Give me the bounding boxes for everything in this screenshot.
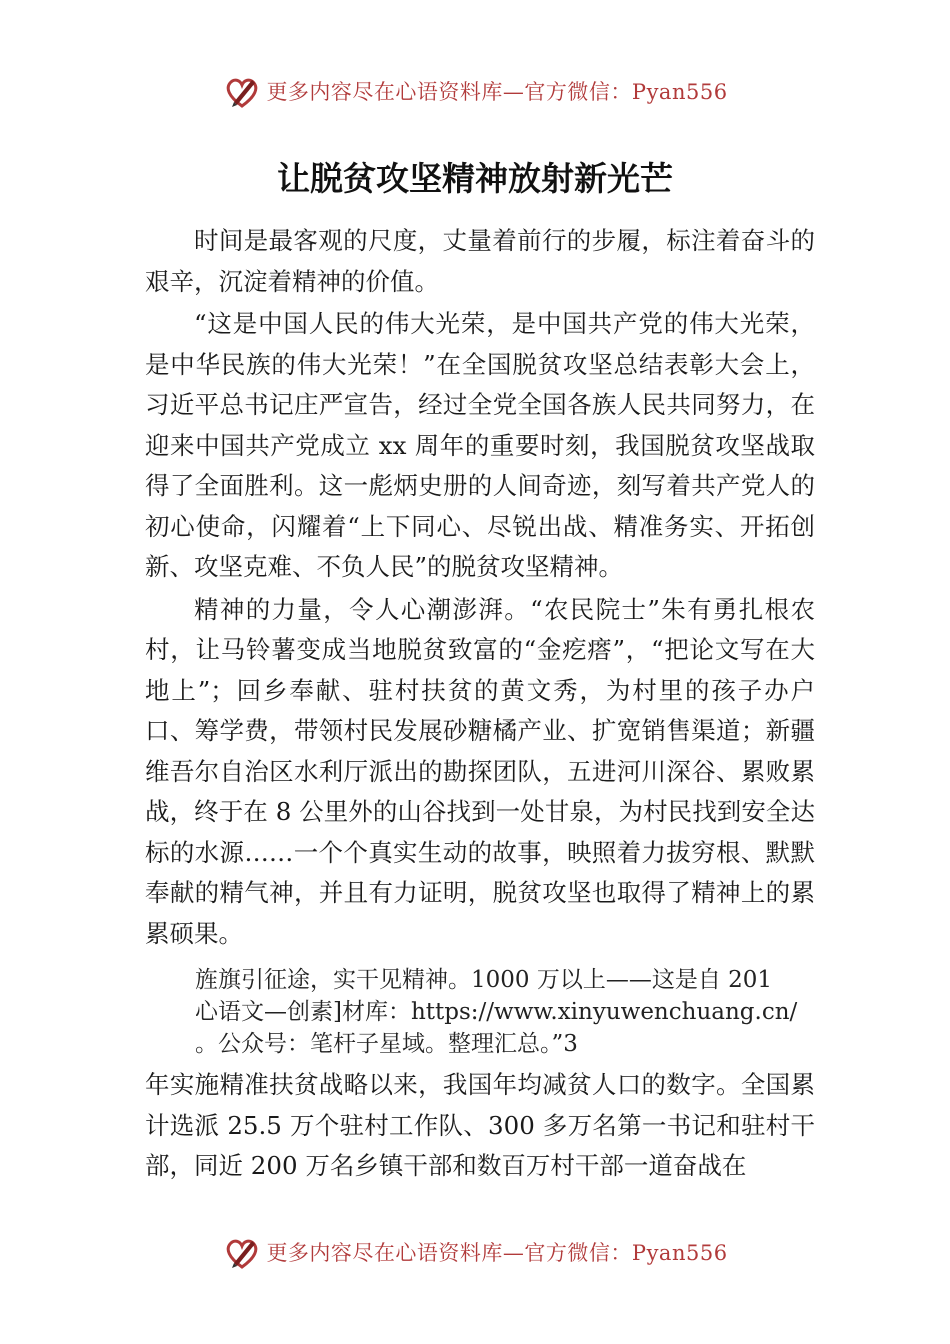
paragraph-continuation: 年实施精准扶贫战略以来，我国年均减贫人口的数字。全国累计选派 25.5 万个驻村工作队、300 多万名第一书记和驻村干部，同近 200 万名乡镇干部和数百万村干部一道奋战在 bbox=[145, 1070, 815, 1180]
paragraph-2: “这是中国人民的伟大光荣，是中国共产党的伟大光荣，是中华民族的伟大光荣！”在全国脱贫攻坚总结表彰大会上，习近平总书记庄严宣告，经过全党全国各族人民共同努力，在迎来中国共产党成立 xx 周年的重要时刻，我国脱贫攻坚战取得了全面胜利。这一彪炳史册的人间奇迹，刻写着共产党人的初心使命，闪耀着“上下同心、尽锐出战、精准务实、开拓创新、攻坚克难、不负人民”的脱贫攻坚精神。 bbox=[145, 309, 815, 581]
inserted-line-3: 。公众号：笔杆子星域。整理汇总。”3 bbox=[195, 1031, 578, 1057]
header-banner-text: 更多内容尽在心语资料库—官方微信：Pyan556 bbox=[266, 80, 728, 104]
article-body bbox=[145, 221, 815, 954]
page-title: 让脱贫攻坚精神放射新光芒 bbox=[277, 159, 673, 198]
inserted-line-2: 心语文—创素]材库：https://www.xinyuwenchuang.cn/ bbox=[195, 999, 798, 1025]
paragraph-1: 时间是最客观的尺度，丈量着前行的步履，标注着奋斗的艰辛，沉淀着精神的价值。 bbox=[145, 226, 815, 296]
heart-pen-logo-icon bbox=[222, 72, 262, 112]
footer-banner-text: 更多内容尽在心语资料库—官方微信：Pyan556 bbox=[266, 1241, 728, 1265]
paragraph-3: 精神的力量，令人心潮澎湃。“农民院士”朱有勇扎根农村，让马铃薯变成当地脱贫致富的“金疙瘩”，“把论文写在大地上”；回乡奉献、驻村扶贫的黄文秀，为村里的孩子办户口、筹学费，带领村民发展砂糖橘产业、扩宽销售渠道；新疆维吾尔自治区水利厅派出的勘探团队，五进河川深谷、累败累战，终于在 8 公里外的山谷找到一处甘泉，为村民找到安全达标的水源……一个个真实生动的故事，映照着力拔穷根、默默奉献的精气神，并且有力证明，脱贫攻坚也取得了精神上的累累硕果。 bbox=[145, 594, 815, 948]
inserted-watermark-block bbox=[195, 964, 835, 1060]
article-continuation bbox=[145, 1065, 815, 1187]
heart-pen-logo-icon bbox=[222, 1233, 262, 1273]
inserted-line-1: 旌旗引征途，实干见精神。1000 万以上——这是自 201 bbox=[195, 967, 773, 993]
footer-banner bbox=[0, 1231, 950, 1275]
header-banner bbox=[0, 70, 950, 114]
